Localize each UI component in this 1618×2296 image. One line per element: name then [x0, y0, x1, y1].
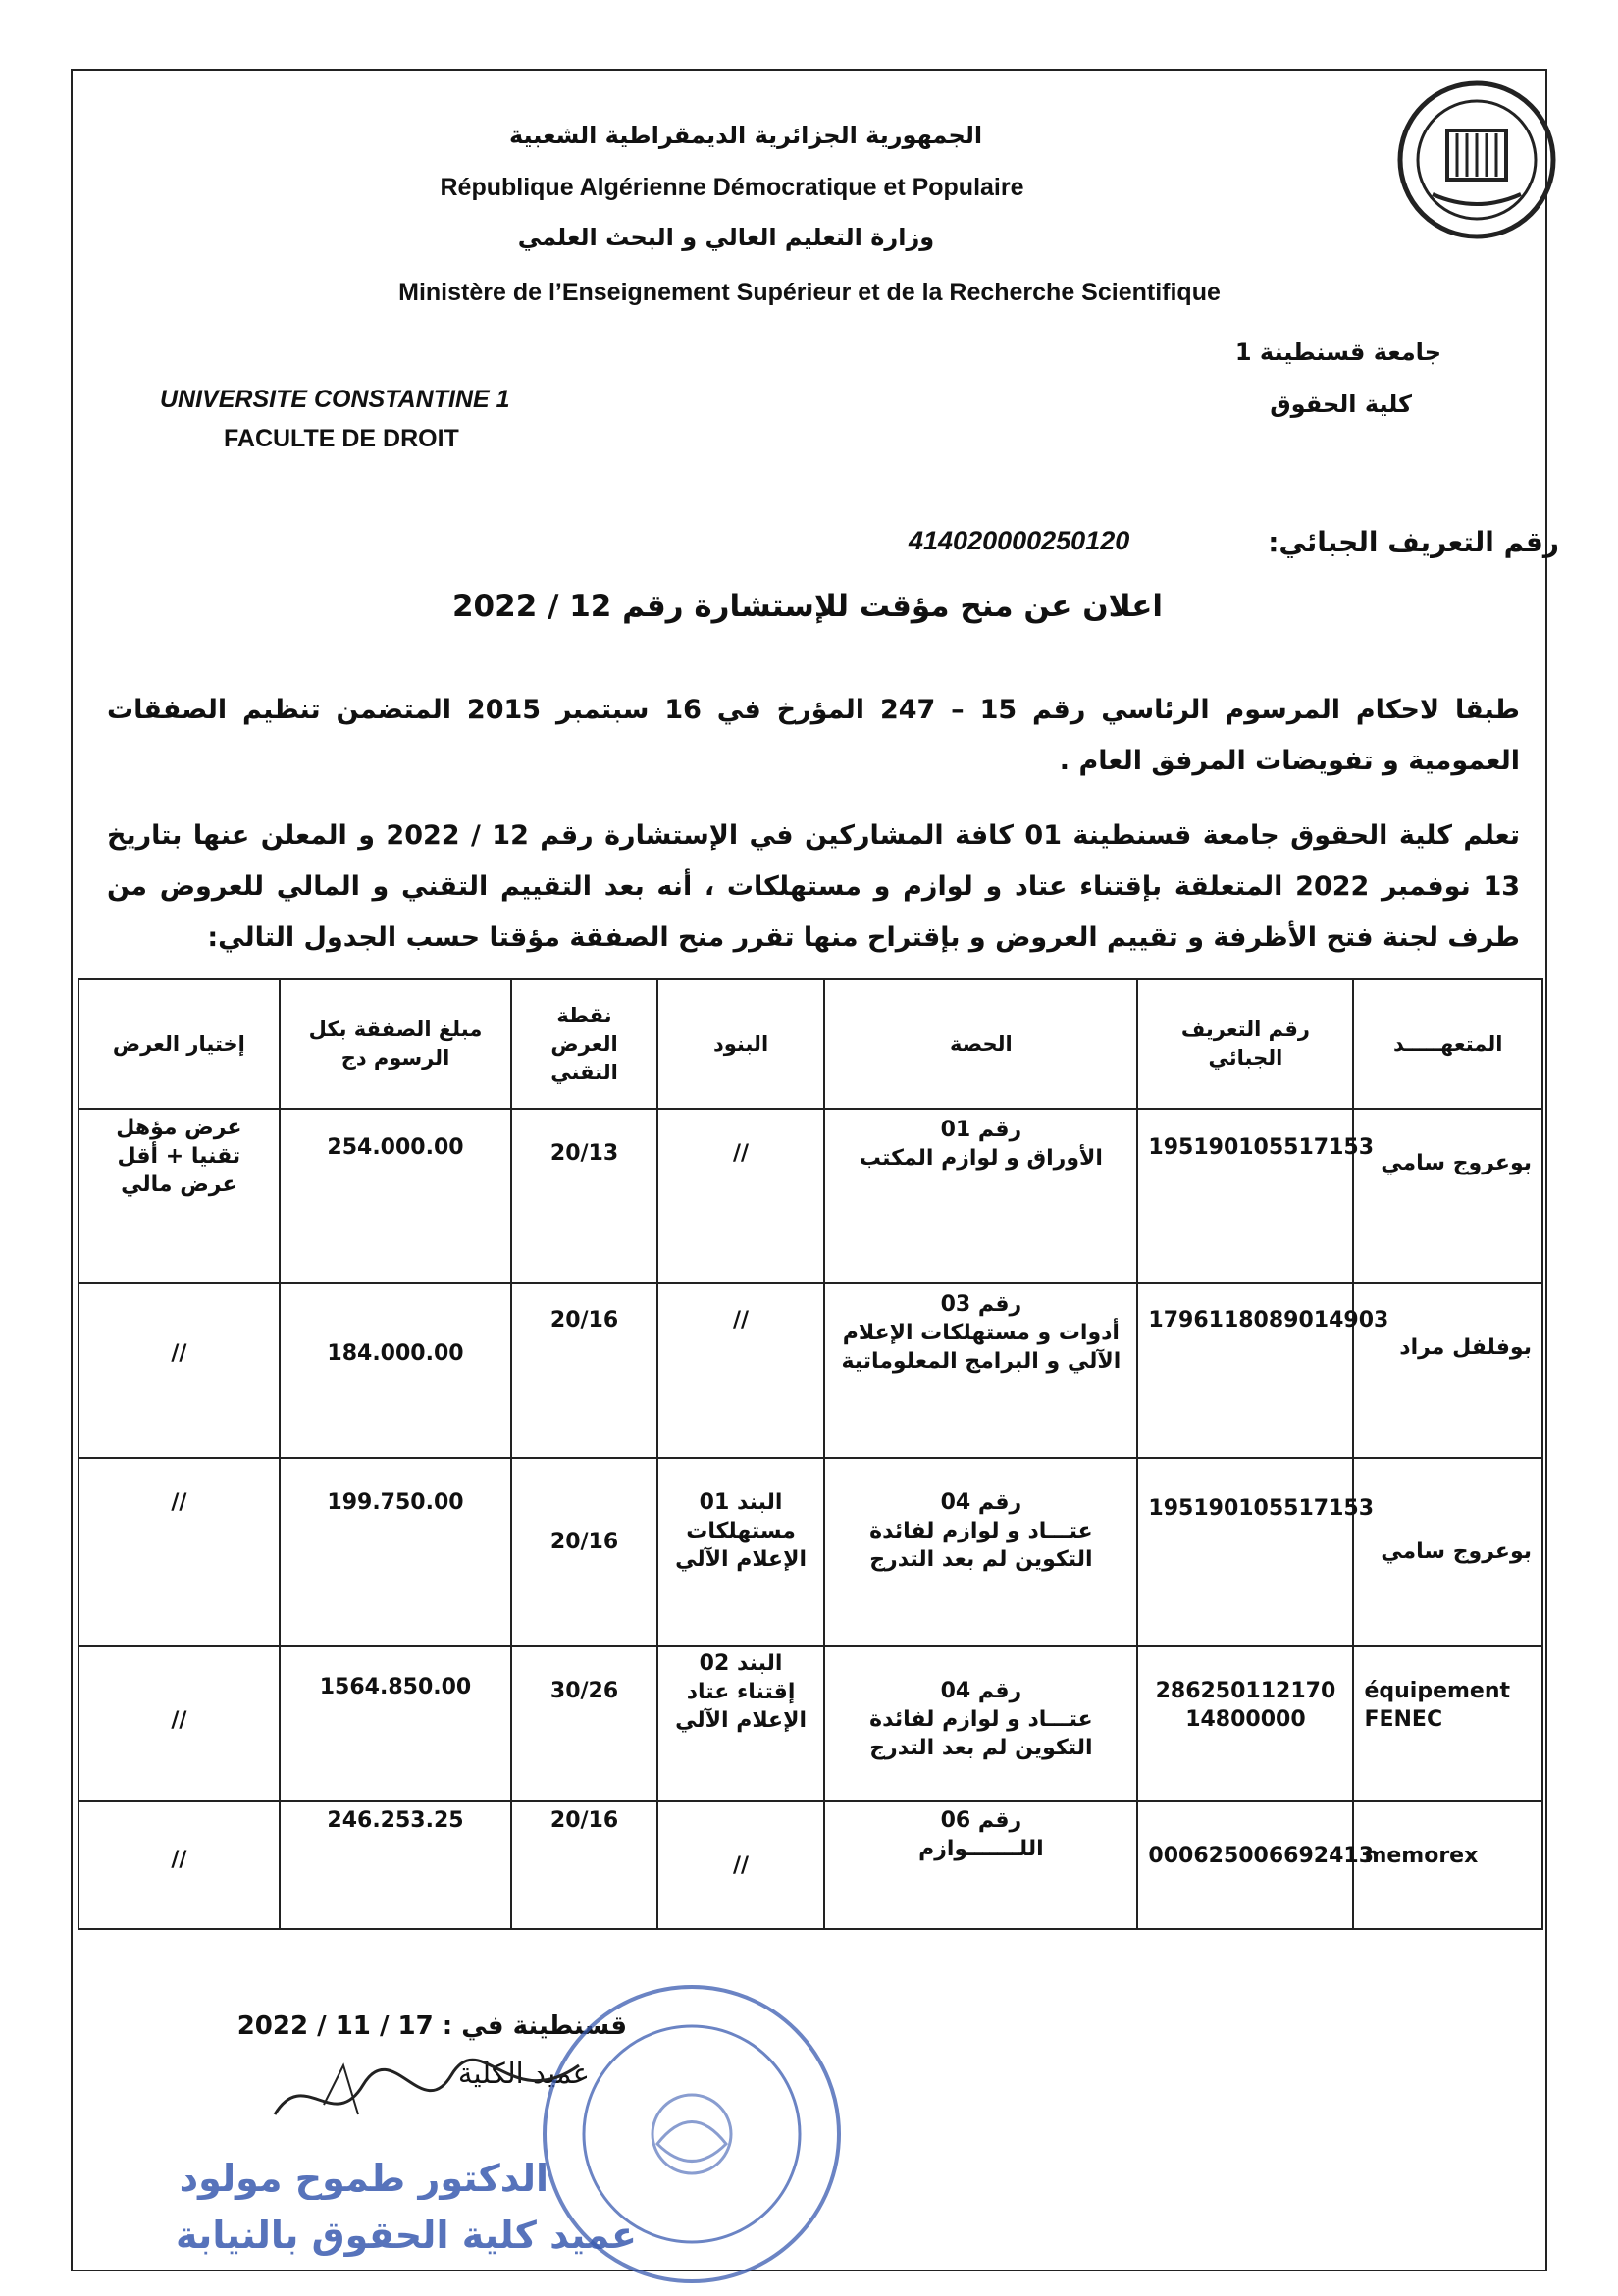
cell-tax-id: 28625011217014800000	[1137, 1646, 1353, 1801]
award-table	[78, 978, 1543, 1930]
cell-amount: 254.000.00	[280, 1109, 512, 1283]
signatory-name: الدكتور طموح مولود	[179, 2157, 548, 2200]
table-row	[78, 1646, 1542, 1801]
cell-bidder: بوعروج سامي	[1353, 1109, 1542, 1283]
lot-number: رقم 01	[940, 1118, 1022, 1142]
cell-items: البند 01 مستهلكات الإعلام الآلي	[657, 1458, 825, 1646]
cell-choice: //	[78, 1283, 280, 1458]
ministry-ar: وزارة التعليم العالي و البحث العلمي	[517, 224, 935, 251]
cell-lot	[824, 1801, 1137, 1929]
republic-ar: الجمهورية الجزائرية الديمقراطية الشعبية	[508, 122, 983, 149]
place-date: قسنطينة في : 17 / 11 / 2022	[236, 2011, 627, 2041]
cell-lot	[824, 1458, 1137, 1646]
cell-lot	[824, 1109, 1137, 1283]
cell-tax-id: 1796118089014903	[1137, 1283, 1353, 1458]
faculty-ar: كلية الحقوق	[1270, 391, 1412, 418]
cell-amount: 199.750.00	[280, 1458, 512, 1646]
cell-amount: 184.000.00	[280, 1283, 512, 1458]
table-row	[78, 1801, 1542, 1929]
table-header-row	[78, 979, 1542, 1109]
republic-fr: République Algérienne Démocratique et Populaire	[440, 174, 1024, 201]
university-fr: UNIVERSITE CONSTANTINE 1	[160, 386, 510, 413]
header-amount: مبلغ الصفقة بكل الرسوم دج	[280, 979, 512, 1109]
dean-label: عميد الكلية	[457, 2057, 590, 2090]
body-paragraph-2: تعلم كلية الحقوق جامعة قسنطينة 01 كافة المشاركين في الإستشارة رقم 12 / 2022 و المعلن عنها بتاريخ 13 نوفمبر 2022 المتعلقة بإقتناء عتاد و لوازم و مستهلكات ، أنه بعد التقييم التقني و المالي للعروض من طرف لجنة فتح الأظرفة و تقييم العروض و بإقتراح منها تقرر منح الصفقة مؤقتا حسب الجدول التالي:	[107, 820, 1521, 953]
lot-description: الأوراق و لوازم المكتب	[859, 1146, 1103, 1171]
cell-tech-score: 20/16	[511, 1458, 657, 1646]
cell-choice: عرض مؤهل تقنيا + أقل عرض مالي	[78, 1109, 280, 1283]
lot-description: عتـــاد و لوازم لفائدة التكوين لم بعد التدرج	[869, 1519, 1093, 1572]
cell-tax-id: 000625006692413	[1137, 1801, 1353, 1929]
cell-items: //	[657, 1109, 825, 1283]
header-tech-score: نقطة العرض التقني	[511, 979, 657, 1109]
university-logo	[1393, 77, 1560, 243]
cell-tech-score: 20/16	[511, 1283, 657, 1458]
table-row	[78, 1109, 1542, 1283]
header-items: البنود	[657, 979, 825, 1109]
cell-items: //	[657, 1801, 825, 1929]
signature	[265, 2046, 589, 2144]
university-ar: جامعة قسنطينة 1	[1234, 339, 1441, 366]
cell-amount: 246.253.25	[280, 1801, 512, 1929]
cell-bidder: بوعروج سامي	[1353, 1458, 1542, 1646]
tax-id-value: 414020000250120	[909, 526, 1130, 555]
cell-bidder: بوفلفل مراد	[1353, 1283, 1542, 1458]
cell-items: //	[657, 1283, 825, 1458]
header-choice: إختيار العرض	[78, 979, 280, 1109]
tax-id-label: رقم التعريف الجبائي:	[1268, 526, 1559, 558]
lot-description: أدوات و مستهلكات الإعلام الآلي و البرامج المعلوماتية	[841, 1321, 1122, 1374]
cell-choice: //	[78, 1646, 280, 1801]
cell-choice: //	[78, 1801, 280, 1929]
announcement-title: اعلان عن منح مؤقت للإستشارة رقم 12 / 2022	[451, 589, 1164, 624]
cell-tax-id: 195190105517153	[1137, 1458, 1353, 1646]
header-lot: الحصة	[824, 979, 1137, 1109]
cell-items: البند 02 إقتناء عتاد الإعلام الآلي	[657, 1646, 825, 1801]
header-tax-id: رقم التعريف الجبائي	[1137, 979, 1353, 1109]
faculty-fr: FACULTE DE DROIT	[224, 425, 459, 452]
lot-description: اللـــــــوازم	[918, 1837, 1044, 1861]
cell-amount: 1564.850.00	[280, 1646, 512, 1801]
signatory-title: عميد كلية الحقوق بالنيابة	[176, 2214, 637, 2257]
ministry-fr: Ministère de l’Enseignement Supérieur et de la Recherche Scientifique	[398, 279, 1221, 306]
cell-bidder: équipement FENEC	[1353, 1646, 1542, 1801]
lot-number: رقم 04	[940, 1679, 1022, 1703]
body-paragraph-1: طبقا لاحكام المرسوم الرئاسي رقم 15 – 247 المؤرخ في 16 سبتمبر 2015 المتضمن تنظيم الصفقات العمومية و تفويضات المرفق العام .	[107, 695, 1520, 776]
lot-description: عتـــاد و لوازم لفائدة التكوين لم بعد التدرج	[869, 1707, 1093, 1760]
cell-tech-score: 20/16	[511, 1801, 657, 1929]
cell-tax-id: 195190105517153	[1137, 1109, 1353, 1283]
cell-lot	[824, 1646, 1137, 1801]
cell-lot	[824, 1283, 1137, 1458]
table-row	[78, 1458, 1542, 1646]
lot-number: رقم 03	[940, 1292, 1022, 1317]
cell-choice: //	[78, 1458, 280, 1646]
cell-tech-score: 30/26	[511, 1646, 657, 1801]
lot-number: رقم 04	[940, 1490, 1022, 1515]
lot-number: رقم 06	[940, 1808, 1022, 1833]
header-bidder: المتعهـــــد	[1353, 979, 1542, 1109]
cell-tech-score: 20/13	[511, 1109, 657, 1283]
cell-bidder: memorex	[1353, 1801, 1542, 1929]
table-row	[78, 1283, 1542, 1458]
